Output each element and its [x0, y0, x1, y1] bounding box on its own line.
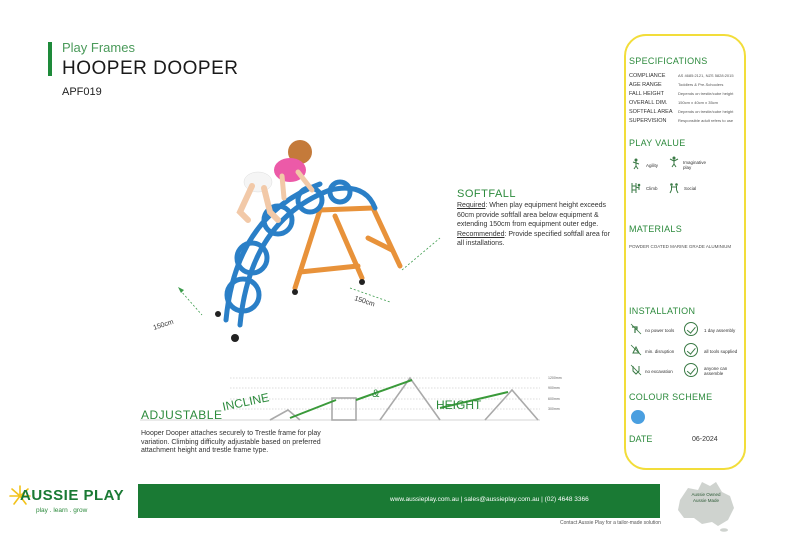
spec-label: FALL HEIGHT [629, 91, 664, 97]
spec-label: SUPERVISION [629, 118, 667, 124]
softfall-measure-left [180, 290, 202, 315]
installation-title: INSTALLATION [629, 306, 696, 316]
footer-note: Contact Aussie Play for a tailor-made solution [560, 520, 661, 526]
measure-left-label: 150cm [152, 318, 175, 332]
softfall-recommended-label: Recommended [457, 230, 505, 238]
product-code: APF019 [62, 86, 102, 98]
installation-label: min. disruption [645, 349, 675, 354]
spec-label: OVERALL DIM. [629, 100, 668, 106]
installation-label: no excavation [645, 369, 673, 374]
adjustable-amp-label: & [372, 388, 380, 400]
no-power-tools-icon [630, 323, 642, 335]
softfall-required-text: : When play equipment height exceeds 60cm provide softfall area below equipment & extending 150cm from equipment outer edge. [457, 202, 607, 228]
scale-label-300: 300mm [548, 407, 560, 411]
social-icon [668, 182, 680, 194]
spec-row-supervision [629, 118, 744, 126]
spec-value: AS 4685:2121, NZS 5828:2015 [678, 73, 734, 78]
no-excavation-icon [630, 364, 642, 376]
date-label: DATE [629, 434, 653, 444]
footer-contact: www.aussieplay.com.au | sales@aussieplay.com.au | (02) 4648 3366 [390, 496, 589, 503]
play-value-label: Climb [646, 186, 658, 191]
spec-value: Depends on trestle/cube height [678, 109, 734, 114]
installation-label: all tools supplied [704, 349, 738, 354]
trestle-frame [295, 208, 400, 288]
materials-title: MATERIALS [629, 224, 683, 234]
play-value-title: PLAY VALUE [629, 138, 686, 148]
badge-line-1: Aussie Owned [691, 492, 721, 497]
product-category: Play Frames [62, 40, 135, 55]
arrow-left-icon [178, 287, 184, 293]
spec-label: COMPLIANCE [629, 73, 666, 79]
spec-value: 150cm x 40cm x 35cm [678, 100, 719, 105]
softfall-required-label: Required [457, 202, 486, 209]
scale-label-900: 900mm [548, 386, 560, 390]
spec-value: Toddlers & Pre-Schoolers [678, 82, 724, 87]
aussie-made-badge [680, 492, 732, 504]
softfall-recommended-text: : Provide specified softfall area for all installations. [457, 230, 610, 247]
installation-label: anyone can assemble [704, 366, 728, 376]
spec-label: SOFTFALL AREA [629, 109, 673, 115]
check-icon [684, 343, 698, 357]
scale-label-600: 600mm [548, 397, 560, 401]
spec-value: Depends on trestle/cube height [678, 91, 734, 96]
min-disruption-icon [630, 344, 642, 356]
brand-tagline: play . learn . grow [36, 507, 88, 514]
climb-icon [630, 182, 642, 194]
spec-row-compliance [629, 73, 744, 81]
spec-label: AGE RANGE [629, 82, 662, 88]
scale-label-1200: 1200mm [548, 376, 562, 380]
softfall-title: SOFTFALL [457, 188, 517, 200]
date-value: 06-2024 [692, 436, 718, 443]
adjustable-incline-label: INCLINE [221, 390, 271, 414]
check-icon [684, 363, 698, 377]
installation-label: no power tools [645, 328, 675, 333]
softfall-description [457, 201, 617, 249]
spec-row-softfall-area [629, 109, 744, 117]
measure-right-label: 150cm [353, 295, 376, 309]
adjustable-title: ADJUSTABLE [141, 408, 223, 422]
product-name: HOOPER DOOPER [62, 58, 239, 79]
badge-line-2: Aussie Made [692, 498, 719, 503]
colour-scheme-title: COLOUR SCHEME [629, 392, 713, 402]
adjustable-description: Hooper Dooper attaches securely to Trestle frame for play variation. Climbing difficulty adjustable based on preferred attachment height and trestle frame type. [141, 430, 321, 454]
spec-row-fall-height [629, 91, 744, 99]
agility-icon [630, 158, 642, 170]
australia-map-icon [672, 478, 740, 532]
play-value-label: Social [684, 186, 697, 191]
brand-logo: AUSSIE PLAY [20, 487, 125, 504]
installation-label: 1 day assembly [704, 328, 736, 333]
imaginative-play-icon [668, 156, 680, 168]
check-icon [684, 322, 698, 336]
product-illustration [140, 120, 460, 360]
adjustable-height-label: HEIGHT [436, 398, 482, 412]
colour-swatch [631, 410, 645, 424]
specifications-title: SPECIFICATIONS [629, 56, 708, 66]
spec-row-age-range [629, 82, 744, 90]
spec-value: Responsible adult refers to use [678, 118, 734, 123]
play-value-label: Agility [646, 163, 659, 168]
accent-bar [48, 42, 52, 76]
play-value-label: Imaginative play [683, 160, 707, 170]
spec-row-overall-dim [629, 100, 744, 108]
materials-text: POWDER COATED MARINE GRADE ALUMINIUM [629, 244, 732, 249]
